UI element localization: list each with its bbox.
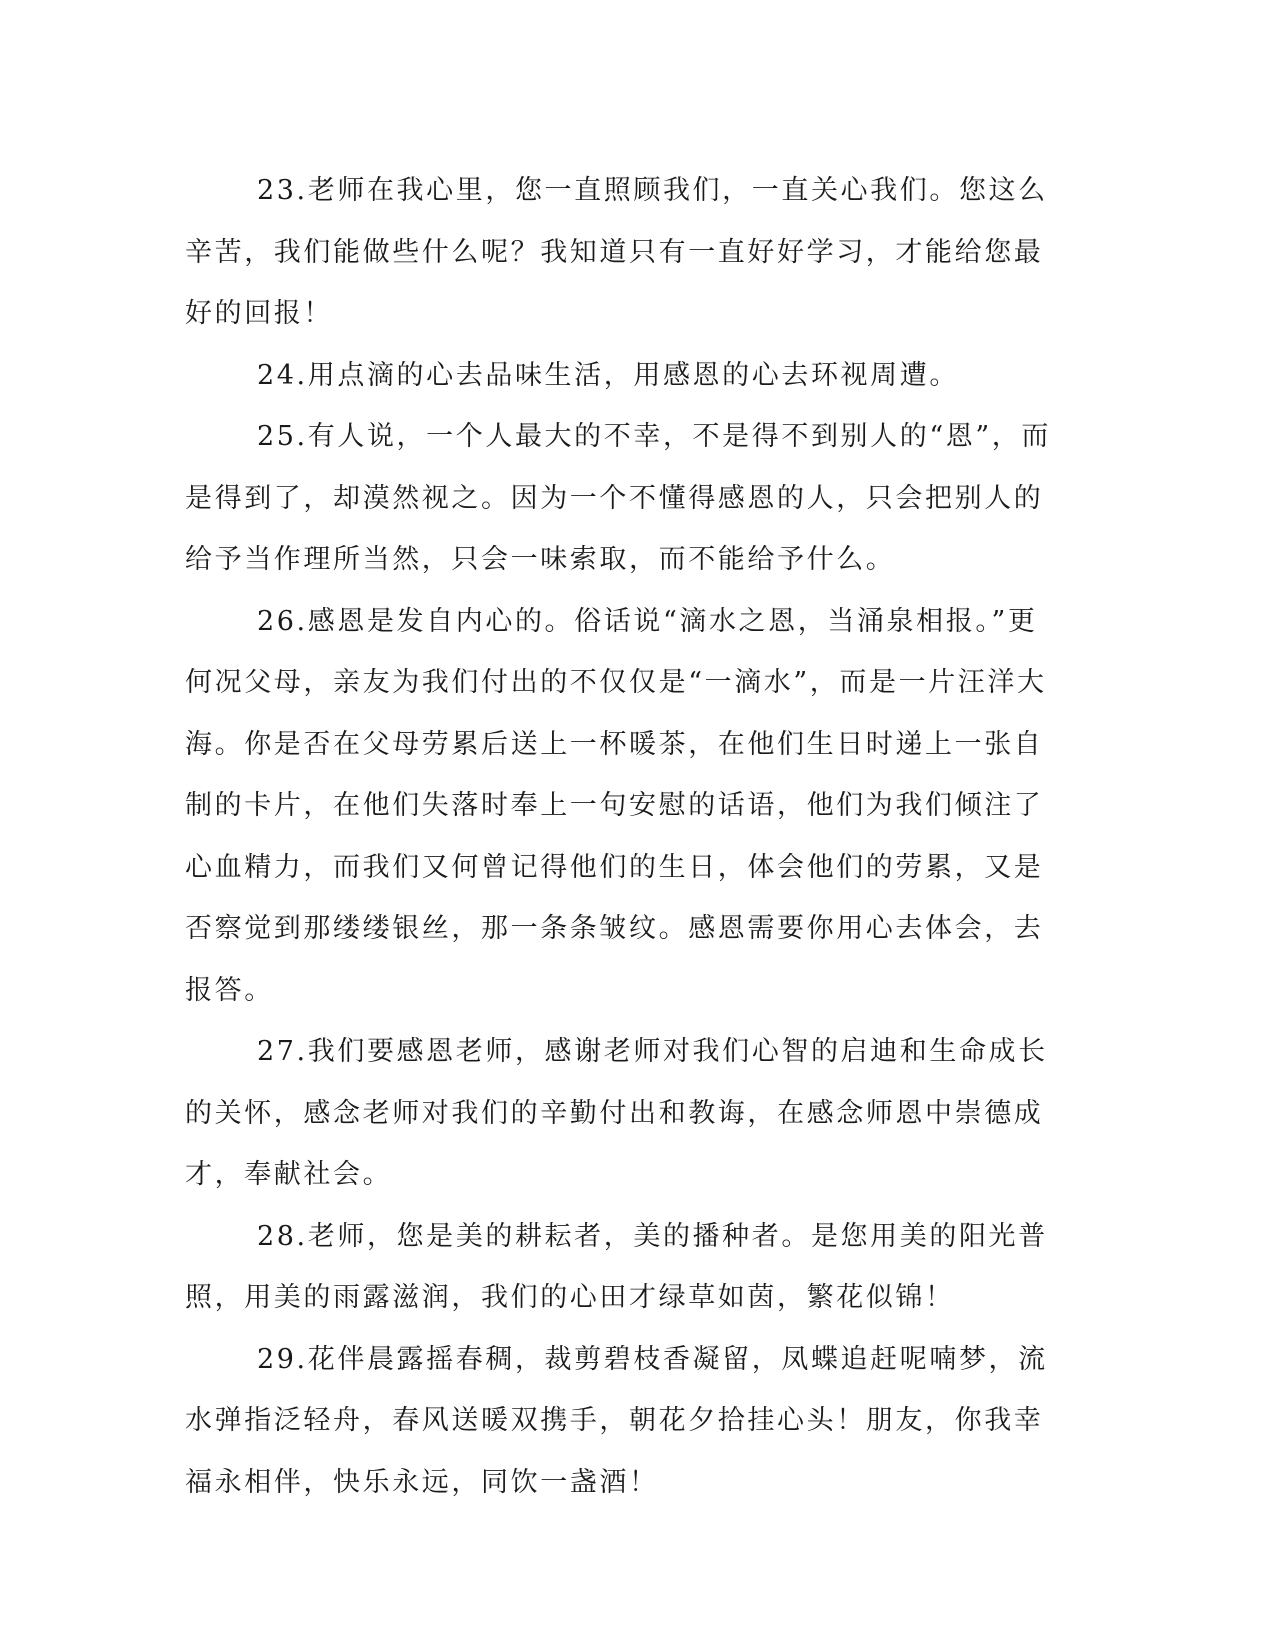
paragraph-25: 25.有人说，一个人最大的不幸，不是得不到别人的“恩”，而是得到了，却漠然视之。因为一个不懂得感恩的人，只会把别人的给予当作理所当然，只会一味索取，而不能给予什么。 xyxy=(185,421,1051,575)
paragraph-26: 26.感恩是发自内心的。俗话说“滴水之恩，当涌泉相报。”更何况父母，亲友为我们付出的不仅仅是“一滴水”，而是一片汪洋大海。你是否在父母劳累后送上一杯暖茶，在他们生日时递上一张自制的卡片，在他们失落时奉上一句安慰的话语，他们为我们倾注了心血精力，而我们又何曾记得他们的生日，体会他们的劳累，又是否察觉到那缕缕银丝，那一条条皱纹。感恩需要你用心去体会，去报答。 xyxy=(185,605,1047,1006)
document-body xyxy=(185,160,1065,1513)
paragraph-28: 28.老师，您是美的耕耘者，美的播种者。是您用美的阳光普照，用美的雨露滋润，我们的心田才绿草如茵，繁花似锦！ xyxy=(185,1220,1048,1313)
paragraph-27: 27.我们要感恩老师，感谢老师对我们心智的启迪和生命成长的关怀，感念老师对我们的辛勤付出和教诲，在感念师恩中崇德成才，奉献社会。 xyxy=(185,1036,1048,1190)
paragraph-24: 24.用点滴的心去品味生活，用感恩的心去环视周遭。 xyxy=(257,359,959,391)
paragraph-29: 29.花伴晨露摇春稠，裁剪碧枝香凝留，凤蝶追赶呢喃梦，流水弹指泛轻舟，春风送暖双携手，朝花夕拾挂心头！朋友，你我幸福永相伴，快乐永远，同饮一盏酒！ xyxy=(185,1343,1048,1498)
paragraph-23: 23.老师在我心里，您一直照顾我们，一直关心我们。您这么辛苦，我们能做些什么呢？我知道只有一直好好学习，才能给您最好的回报！ xyxy=(185,175,1048,329)
